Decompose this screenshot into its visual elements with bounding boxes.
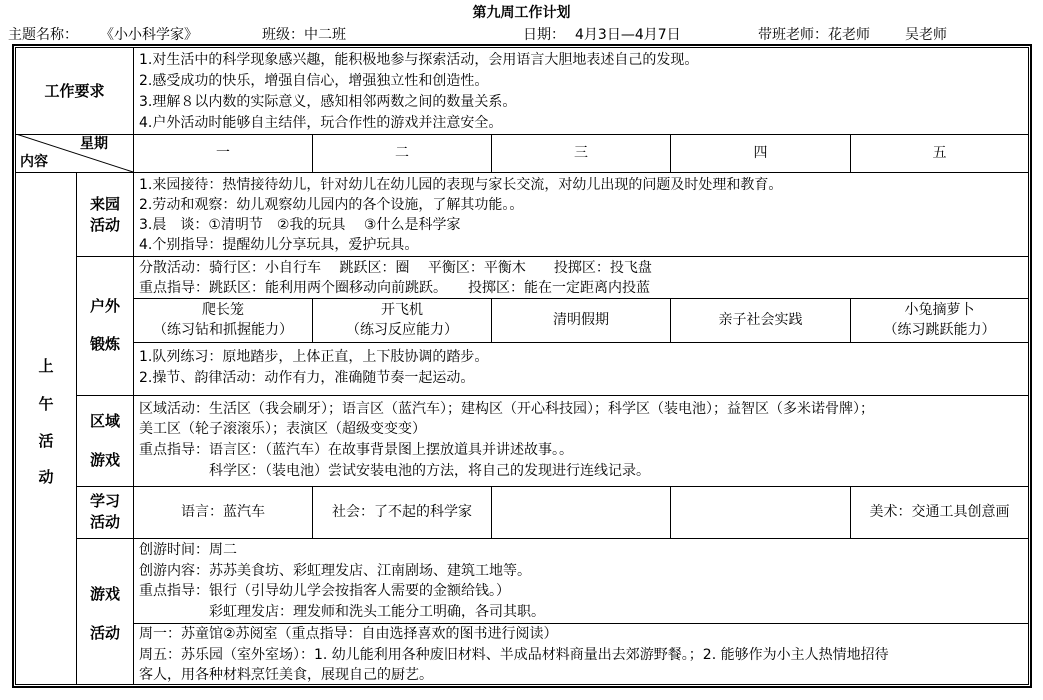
outdoor-day-note: （练习钻和抓握能力）	[153, 322, 293, 338]
class-label: 班级：中二班	[262, 27, 346, 43]
rule	[76, 395, 1028, 396]
theme-label: 主题名称：	[8, 27, 78, 43]
game-line: 创游内容：苏苏美食坊、彩虹理发店、江南剧场、建筑工地等。	[139, 563, 531, 579]
outdoor-line: 1.队列练习：原地踏步，上体正直，上下肢协调的踏步。	[139, 349, 489, 365]
arrival-line: 1.来园接待：热情接待幼儿，针对幼儿在幼儿园的表现与家长交流，对幼儿出现的问题及时处理和教育。	[139, 177, 783, 193]
outdoor-line: 2.操节、韵律活动：动作有力，准确随节奏一起运动。	[139, 370, 475, 386]
area-line: 重点指导：语言区：（蓝汽车）在故事背景图上摆放道具并讲述故事。。	[139, 442, 573, 458]
corner-weekday-label: 星期	[80, 136, 108, 152]
study-day: 社会：了不起的科学家	[332, 504, 472, 520]
weekday-header: 二	[395, 145, 409, 161]
arrival-line: 2.劳动和观察：幼儿观察幼儿园内的各个设施，了解其功能。。	[139, 197, 524, 213]
weekday-header: 四	[753, 145, 768, 161]
study-day: 语言：蓝汽车	[181, 504, 265, 520]
area-label: 游戏	[89, 451, 120, 469]
teachers-label: 带班老师：花老师	[758, 27, 870, 43]
rule	[133, 342, 1028, 343]
game-line: 周一：苏童馆②苏阅室（重点指导：自由选择喜欢的图书进行阅读）	[139, 626, 558, 642]
rule	[16, 172, 1028, 173]
outdoor-line: 重点指导：跳跃区：能利用两个圈移动向前跳跃。 投掷区：能在一定距离内投蓝	[139, 280, 650, 296]
date-label: 日期：	[523, 27, 565, 43]
outdoor-line: 分散活动：骑行区：小自行车 跳跃区：圈 平衡区：平衡木 投掷区：投飞盘	[139, 260, 652, 276]
outdoor-day-activity: 亲子社会实践	[718, 312, 803, 328]
area-line: 美工区（轮子滚滚乐）；表演区（超级变变变）	[139, 421, 426, 437]
rule	[76, 538, 1028, 539]
outdoor-day-activity: 清明假期	[553, 312, 609, 328]
requirement-item: 4.户外活动时能够自主结伴，玩合作性的游戏并注意安全。	[139, 115, 503, 131]
weekday-header: 三	[574, 145, 588, 161]
game-line: 创游时间：周二	[139, 542, 237, 558]
area-line: 科学区：（装电池）尝试安装电池的方法，将自己的发现进行连线记录。	[139, 463, 650, 479]
requirements-label: 工作要求	[44, 82, 105, 100]
rule	[76, 256, 1028, 257]
outdoor-day-activity: 爬长笼	[202, 302, 244, 318]
rule	[133, 298, 1028, 299]
game-label: 游戏	[89, 585, 120, 603]
game-label: 活动	[89, 624, 120, 642]
game-line: 客人，用各种材料烹饪美食，展现自己的厨艺。	[139, 667, 433, 683]
teachers-value: 吴老师	[905, 27, 947, 43]
rule	[76, 486, 1028, 487]
game-line: 彩虹理发店：理发师和洗头工能分工明确，各司其职。	[139, 604, 545, 620]
study-label: 活动	[89, 513, 120, 531]
arrival-line: 4.个别指导：提醒幼儿分享玩具，爱护玩具。	[139, 237, 419, 253]
requirement-item: 1.对生活中的科学现象感兴趣，能积极地参与探索活动，会用语言大胆地表述自己的发现。	[139, 52, 699, 68]
weekday-header: 五	[932, 145, 947, 161]
area-label: 区域	[89, 412, 120, 430]
requirement-item: 2.感受成功的快乐，增强自信心，增强独立性和创造性。	[139, 73, 489, 89]
outdoor-day-note: （练习反应能力）	[346, 322, 458, 338]
weekday-header: 一	[216, 145, 230, 161]
outdoor-label: 锻炼	[89, 335, 120, 353]
outdoor-day-activity: 小兔摘萝卜	[904, 302, 975, 318]
morning-char: 动	[38, 468, 54, 486]
arrival-label: 活动	[89, 216, 120, 234]
outdoor-label: 户外	[89, 297, 120, 315]
arrival-line: 3.晨 谈：①清明节 ②我的玩具 ③什么是科学家	[139, 217, 461, 233]
study-day: 美术：交通工具创意画	[869, 504, 1010, 520]
study-label: 学习	[89, 492, 120, 510]
page-title: 第九周工作计划	[472, 5, 571, 21]
game-line: 周五：苏乐园（室外室场）：1. 幼儿能利用各种废旧材料、半成品材料商量出去郊游野餐。；2. 能够作为小主人热情地招待	[139, 647, 889, 663]
morning-char: 上	[38, 357, 54, 375]
morning-char: 午	[38, 395, 54, 413]
rule	[491, 486, 492, 538]
morning-char: 活	[38, 432, 54, 450]
arrival-label: 来园	[89, 195, 120, 213]
date-value: 4月3日—4月7日	[575, 27, 681, 43]
requirement-item: 3.理解８以内数的实际意义，感知相邻两数之间的数量关系。	[139, 94, 517, 110]
corner-content-label: 内容	[20, 154, 48, 170]
outdoor-day-note: （练习跳跃能力）	[883, 322, 996, 338]
rule	[16, 134, 1028, 135]
rule	[670, 486, 671, 538]
outdoor-day-activity: 开飞机	[381, 302, 423, 318]
theme-value: 《小小科学家》	[100, 27, 198, 43]
area-line: 区域活动：生活区（我会刷牙）；语言区（蓝汽车）；建构区（开心科技园）；科学区（装电池）；益智区（多米诺骨牌）；	[139, 401, 874, 417]
game-line: 重点指导：银行（引导幼儿学会按指客人需要的金额给钱。）	[139, 583, 510, 599]
